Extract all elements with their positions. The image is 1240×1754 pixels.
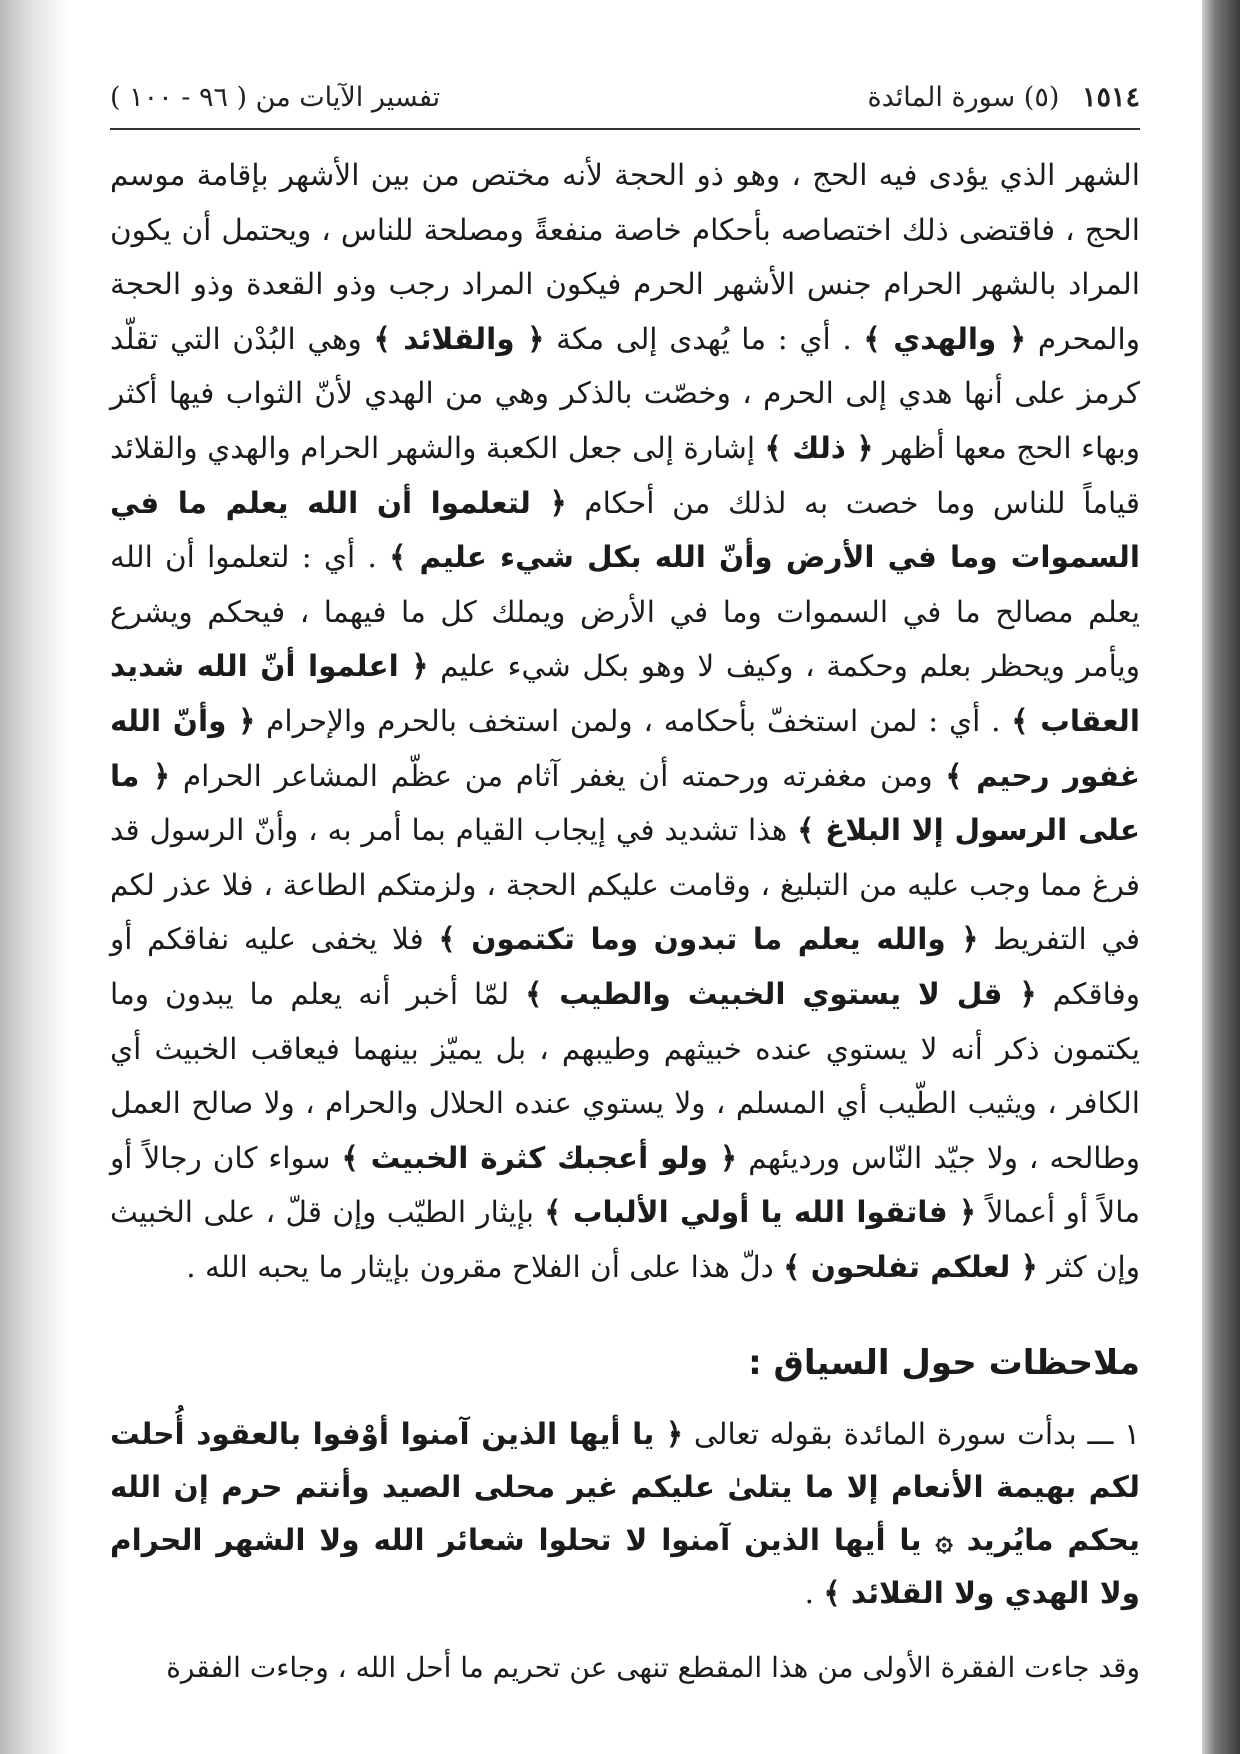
running-header (110, 70, 1140, 126)
header-right (867, 70, 1140, 126)
quran-quote: ﴿ ما على الرسول إلا البلاغ ﴾ (110, 758, 1140, 848)
text-run: بإيثار الطيّب وإن قلّ ، على الخبيث وإن كثر (110, 1195, 1140, 1284)
commentary-text (110, 148, 1140, 1294)
page-edge (1202, 0, 1240, 1754)
text-run: . أي : ما يُهدى إلى مكة (544, 321, 864, 356)
quran-quote: ﴿ يا أيها الذين آمنوا أوْفوا بالعقود أُحلت لكم بهيمة الأنعام إلا ما يتلىٰ عليكم غير محلى الصيد وأنتم حرم إن الله يحكم مايُريد ۞ يا أيها الذين آمنوا لا تحلوا شعائر الله ولا الشهر الحرام ولا الهدي ولا القلائد ﴾ (110, 1417, 1140, 1611)
text-run: ١ ـــ بدأت سورة المائدة بقوله تعالى (683, 1417, 1140, 1452)
quran-quote: ﴿ اعلموا أنّ الله شديد العقاب ﴾ (110, 649, 1141, 738)
header-rule (110, 128, 1140, 130)
book-page (110, 70, 1140, 1730)
quran-quote: ﴿ والقلائد ﴾ (373, 321, 545, 356)
notes-text (110, 1408, 1140, 1620)
quran-quote: ﴿ ولو أعجبك كثرة الخبيث ﴾ (341, 1140, 738, 1175)
text-run: . أي : لمن استخفّ بأحكامه ، ولمن استخف بالحرم والإحرام (255, 703, 1012, 738)
text-run: هذا تشديد في إيجاب القيام بما أمر به ، وأنّ الرسول قد فرغ مما وجب عليه من التبليغ ، وقامت عليكم الحجة ، ولزمتكم الطاعة ، فلا عذر لكم في التفريط (110, 813, 1140, 957)
quran-quote: ﴿ وأنّ الله غفور رحيم ﴾ (110, 703, 1141, 793)
quran-quote: ﴿ والله يعلم ما تبدون وما تكتمون ﴾ (438, 922, 979, 957)
section-label: تفسير الآيات من ( ٩٦ - ١٠٠ ) (110, 82, 441, 113)
text-run: لمّا أخبر أنه يعلم ما يبدون وما يكتمون ذكر أنه لا يستوي عنده خبيثهم وطيبهم ، بل يميّز بينهما فيعاقب الخبيث أي الكافر ، ويثيب الطّيب أي المسلم ، ولا يستوي عنده الحلال والحرام ، ولا صالح العمل وطالحه ، ولا جيّد النّاس ورديئهم (110, 976, 1141, 1175)
text-run: فلا يخفى عليه نفاقكم أو وفاقكم (110, 922, 1140, 1011)
quran-quote: ﴿ قل لا يستوي الخبيث والطيب ﴾ (525, 976, 1037, 1011)
text-run: وهي البُدْن التي تقلّد كرمز على أنها هدي إلى الحرم ، وخصّت بالذكر وهي من الهدي لأنّ الثواب فيها أكثر وبهاء الحج معها أظهر (110, 321, 1140, 465)
text-run: إشارة إلى جعل الكعبة والشهر الحرام والهدي والقلائد قياماً للناس وما خصت به لذلك من أحكام (110, 430, 1141, 520)
text-run: ومن مغفرته ورحمته أن يغفر آثام من عظّم المشاعر الحرام (170, 758, 946, 793)
section-heading: ملاحظات حول السياق : (748, 1343, 1140, 1384)
continuation-line: وقد جاءت الفقرة الأولى من هذا المقطع تنهى عن تحريم ما أحل الله ، وجاءت الفقرة (166, 1651, 1140, 1685)
text-run: سواء كان رجالاً أو مالاً أو أعمالاً (110, 1140, 1140, 1230)
text-run: . أي : لتعلموا أن الله يعلم مصالح ما في السموات وما في الأرض ويملك كل ما فيهما ، فيحكم ويشرع ويأمر ويحظر بعلم وحكمة ، وكيف لا وهو بكل شيء عليم (110, 540, 1141, 684)
quran-quote: ﴿ لتعلموا أن الله يعلم ما في السموات وما في الأرض وأنّ الله بكل شيء عليم ﴾ (110, 485, 1140, 575)
quran-quote: ﴿ والهدي ﴾ (863, 321, 1027, 356)
quran-quote: ﴿ فاتقوا الله يا أولي الألباب ﴾ (544, 1195, 977, 1230)
page-number: ١٥١٤ (1081, 82, 1140, 113)
notes-paragraph (110, 1408, 1140, 1620)
surah-label: (٥) سورة المائدة (867, 82, 1060, 113)
text-run: دلّ هذا على أن الفلاح مقرون بإيثار ما يحبه الله . (186, 1249, 784, 1284)
quran-quote: ﴿ لعلكم تفلحون ﴾ (783, 1249, 1038, 1284)
text-run: . (804, 1576, 824, 1611)
quran-quote: ﴿ ذلك ﴾ (764, 430, 874, 465)
text-run: الشهر الذي يؤدى فيه الحج ، وهو ذو الحجة لأنه مختص من بين الأشهر بإقامة موسم الحج ، فاقتضى ذلك اختصاصه بأحكام خاصة منفعةً ومصلحة للناس ، ويحتمل أن يكون المراد بالشهر الحرام جنس الأشهر الحرم فيكون المراد رجب وذو القعدة وذو الحجة والمحرم (110, 158, 1140, 356)
scan-shadow (0, 0, 70, 1754)
commentary-paragraph (110, 148, 1140, 1294)
